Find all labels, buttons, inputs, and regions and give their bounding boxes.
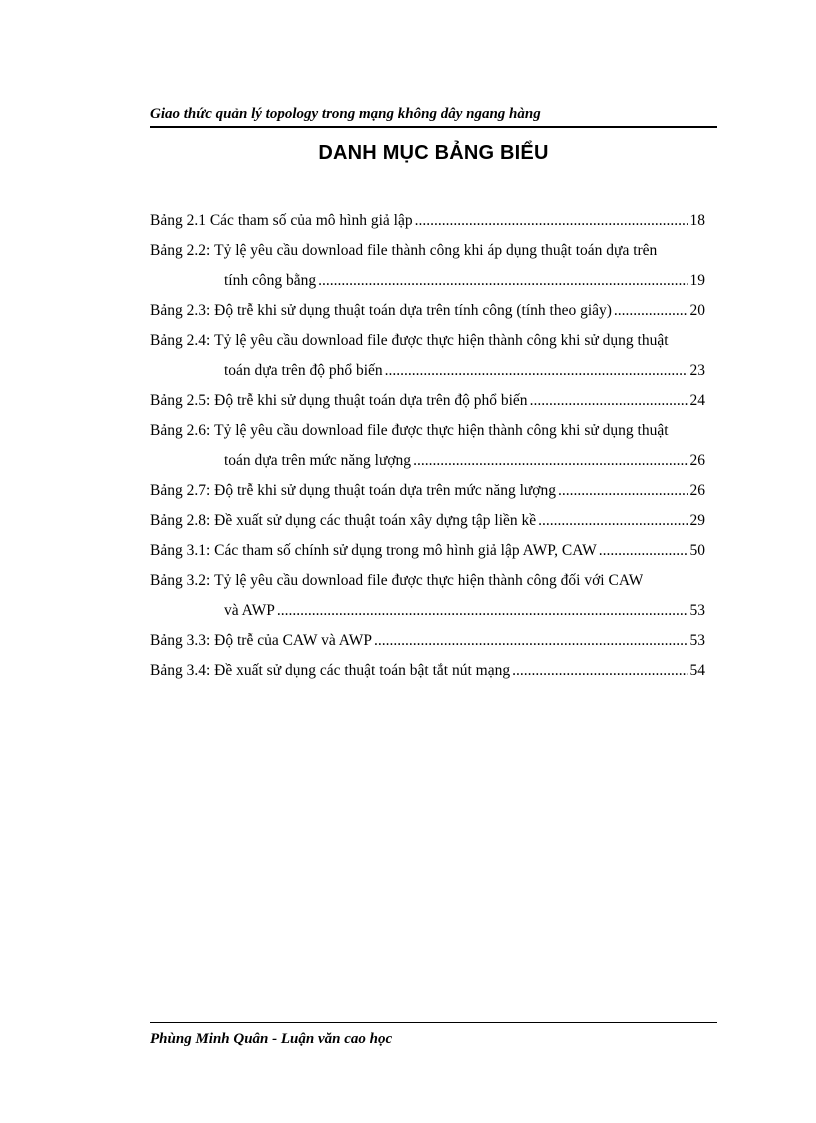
table-list	[150, 206, 705, 686]
toc-line	[150, 326, 705, 356]
toc-line	[150, 356, 705, 386]
toc-line	[150, 596, 705, 626]
toc-page-number: 53	[689, 602, 705, 619]
toc-entry-label: Bảng 3.1:	[150, 542, 215, 559]
toc-entry[interactable]	[150, 566, 705, 626]
dot-leader	[413, 446, 687, 476]
toc-entry-label: Bảng 2.6:	[150, 422, 215, 439]
toc-entry-label: Bảng 2.8:	[150, 512, 215, 529]
toc-line	[150, 626, 705, 656]
toc-entry-label: Bảng 2.4:	[150, 332, 215, 349]
toc-page-number: 24	[689, 392, 705, 409]
toc-line	[150, 236, 705, 266]
toc-page-number: 50	[689, 542, 705, 559]
toc-page-number: 23	[689, 362, 705, 379]
toc-entry[interactable]	[150, 506, 705, 536]
page-title: DANH MỤC BẢNG BIỂU	[318, 142, 549, 164]
toc-line	[150, 206, 705, 236]
toc-entry-label: Bảng 2.3:	[150, 302, 215, 319]
page-header	[150, 104, 717, 128]
toc-entry-title: Tỷ lệ yêu cầu download file được thực hiện thành công đối với CAW	[214, 572, 644, 589]
header-title: Giao thức quản lý topology trong mạng không dây ngang hàng	[150, 106, 541, 122]
toc-entry-title: Độ trễ khi sử dụng thuật toán dựa trên mức năng lượng	[214, 482, 556, 499]
toc-entry[interactable]	[150, 416, 705, 476]
toc-entry-title: Độ trễ của CAW và AWP	[214, 632, 372, 649]
dot-leader	[599, 536, 688, 566]
toc-entry-label: Bảng 3.3:	[150, 632, 215, 649]
dot-leader	[538, 506, 687, 536]
footer-text: Phùng Minh Quân - Luận văn cao học	[150, 1031, 393, 1047]
toc-entry[interactable]	[150, 476, 705, 506]
toc-entry-label: Bảng 2.7:	[150, 482, 215, 499]
toc-entry-title: Tỷ lệ yêu cầu download file được thực hiện thành công khi sử dụng thuật	[214, 332, 669, 349]
toc-page-number: 26	[689, 482, 705, 499]
toc-entry-label: Bảng 2.2:	[150, 242, 215, 259]
dot-leader	[374, 626, 688, 656]
toc-line	[150, 416, 705, 446]
toc-line	[150, 566, 705, 596]
dot-leader	[530, 386, 688, 416]
toc-entry-title: Các tham số chính sử dụng trong mô hình giả lập AWP, CAW	[214, 542, 597, 559]
toc-page-number: 26	[689, 452, 705, 469]
toc-entry-title: Tỷ lệ yêu cầu download file thành công khi áp dụng thuật toán dựa trên	[214, 242, 658, 259]
toc-entry-title: Tỷ lệ yêu cầu download file được thực hiện thành công khi sử dụng thuật	[214, 422, 669, 439]
dot-leader	[512, 656, 687, 686]
toc-entry-title: Độ trễ khi sử dụng thuật toán dựa trên tính công (tính theo giây)	[214, 302, 612, 319]
toc-entry-title: toán dựa trên mức năng lượng	[224, 452, 412, 469]
toc-entry[interactable]	[150, 656, 705, 686]
toc-entry-label: Bảng 2.1	[150, 212, 210, 229]
toc-page-number: 54	[689, 662, 705, 679]
toc-entry[interactable]	[150, 236, 705, 296]
toc-entry[interactable]	[150, 206, 705, 236]
toc-entry-label: Bảng 3.4:	[150, 662, 215, 679]
toc-entry-label: Bảng 2.5:	[150, 392, 215, 409]
dot-leader	[558, 476, 688, 506]
toc-entry-title: toán dựa trên độ phổ biến	[224, 362, 383, 379]
toc-entry-title: Đề xuất sử dụng các thuật toán bật tắt nút mạng	[214, 662, 511, 679]
toc-entry[interactable]	[150, 536, 705, 566]
toc-entry-title: Độ trễ khi sử dụng thuật toán dựa trên độ phổ biến	[214, 392, 528, 409]
toc-page-number: 18	[689, 212, 705, 229]
dot-leader	[415, 206, 688, 236]
toc-entry-title: Đề xuất sử dụng các thuật toán xây dựng tập liền kề	[214, 512, 537, 529]
toc-line	[150, 476, 705, 506]
toc-entry-title: Các tham số của mô hình giả lập	[209, 212, 413, 229]
toc-line	[150, 506, 705, 536]
toc-entry-title: và AWP	[224, 602, 275, 619]
dot-leader	[614, 296, 688, 326]
toc-page-number: 20	[689, 302, 705, 319]
toc-line	[150, 266, 705, 296]
toc-line	[150, 656, 705, 686]
page-footer	[150, 1022, 717, 1047]
toc-entry-label: Bảng 3.2:	[150, 572, 215, 589]
toc-entry[interactable]	[150, 296, 705, 326]
toc-entry[interactable]	[150, 626, 705, 656]
toc-page-number: 19	[689, 272, 705, 289]
toc-line	[150, 386, 705, 416]
toc-line	[150, 536, 705, 566]
toc-entry[interactable]	[150, 386, 705, 416]
toc-line	[150, 296, 705, 326]
dot-leader	[277, 596, 688, 626]
toc-page-number: 29	[689, 512, 705, 529]
toc-entry-title: tính công bằng	[224, 272, 317, 289]
dot-leader	[318, 266, 687, 296]
toc-page-number: 53	[689, 632, 705, 649]
toc-entry[interactable]	[150, 326, 705, 386]
toc-line	[150, 446, 705, 476]
dot-leader	[385, 356, 688, 386]
